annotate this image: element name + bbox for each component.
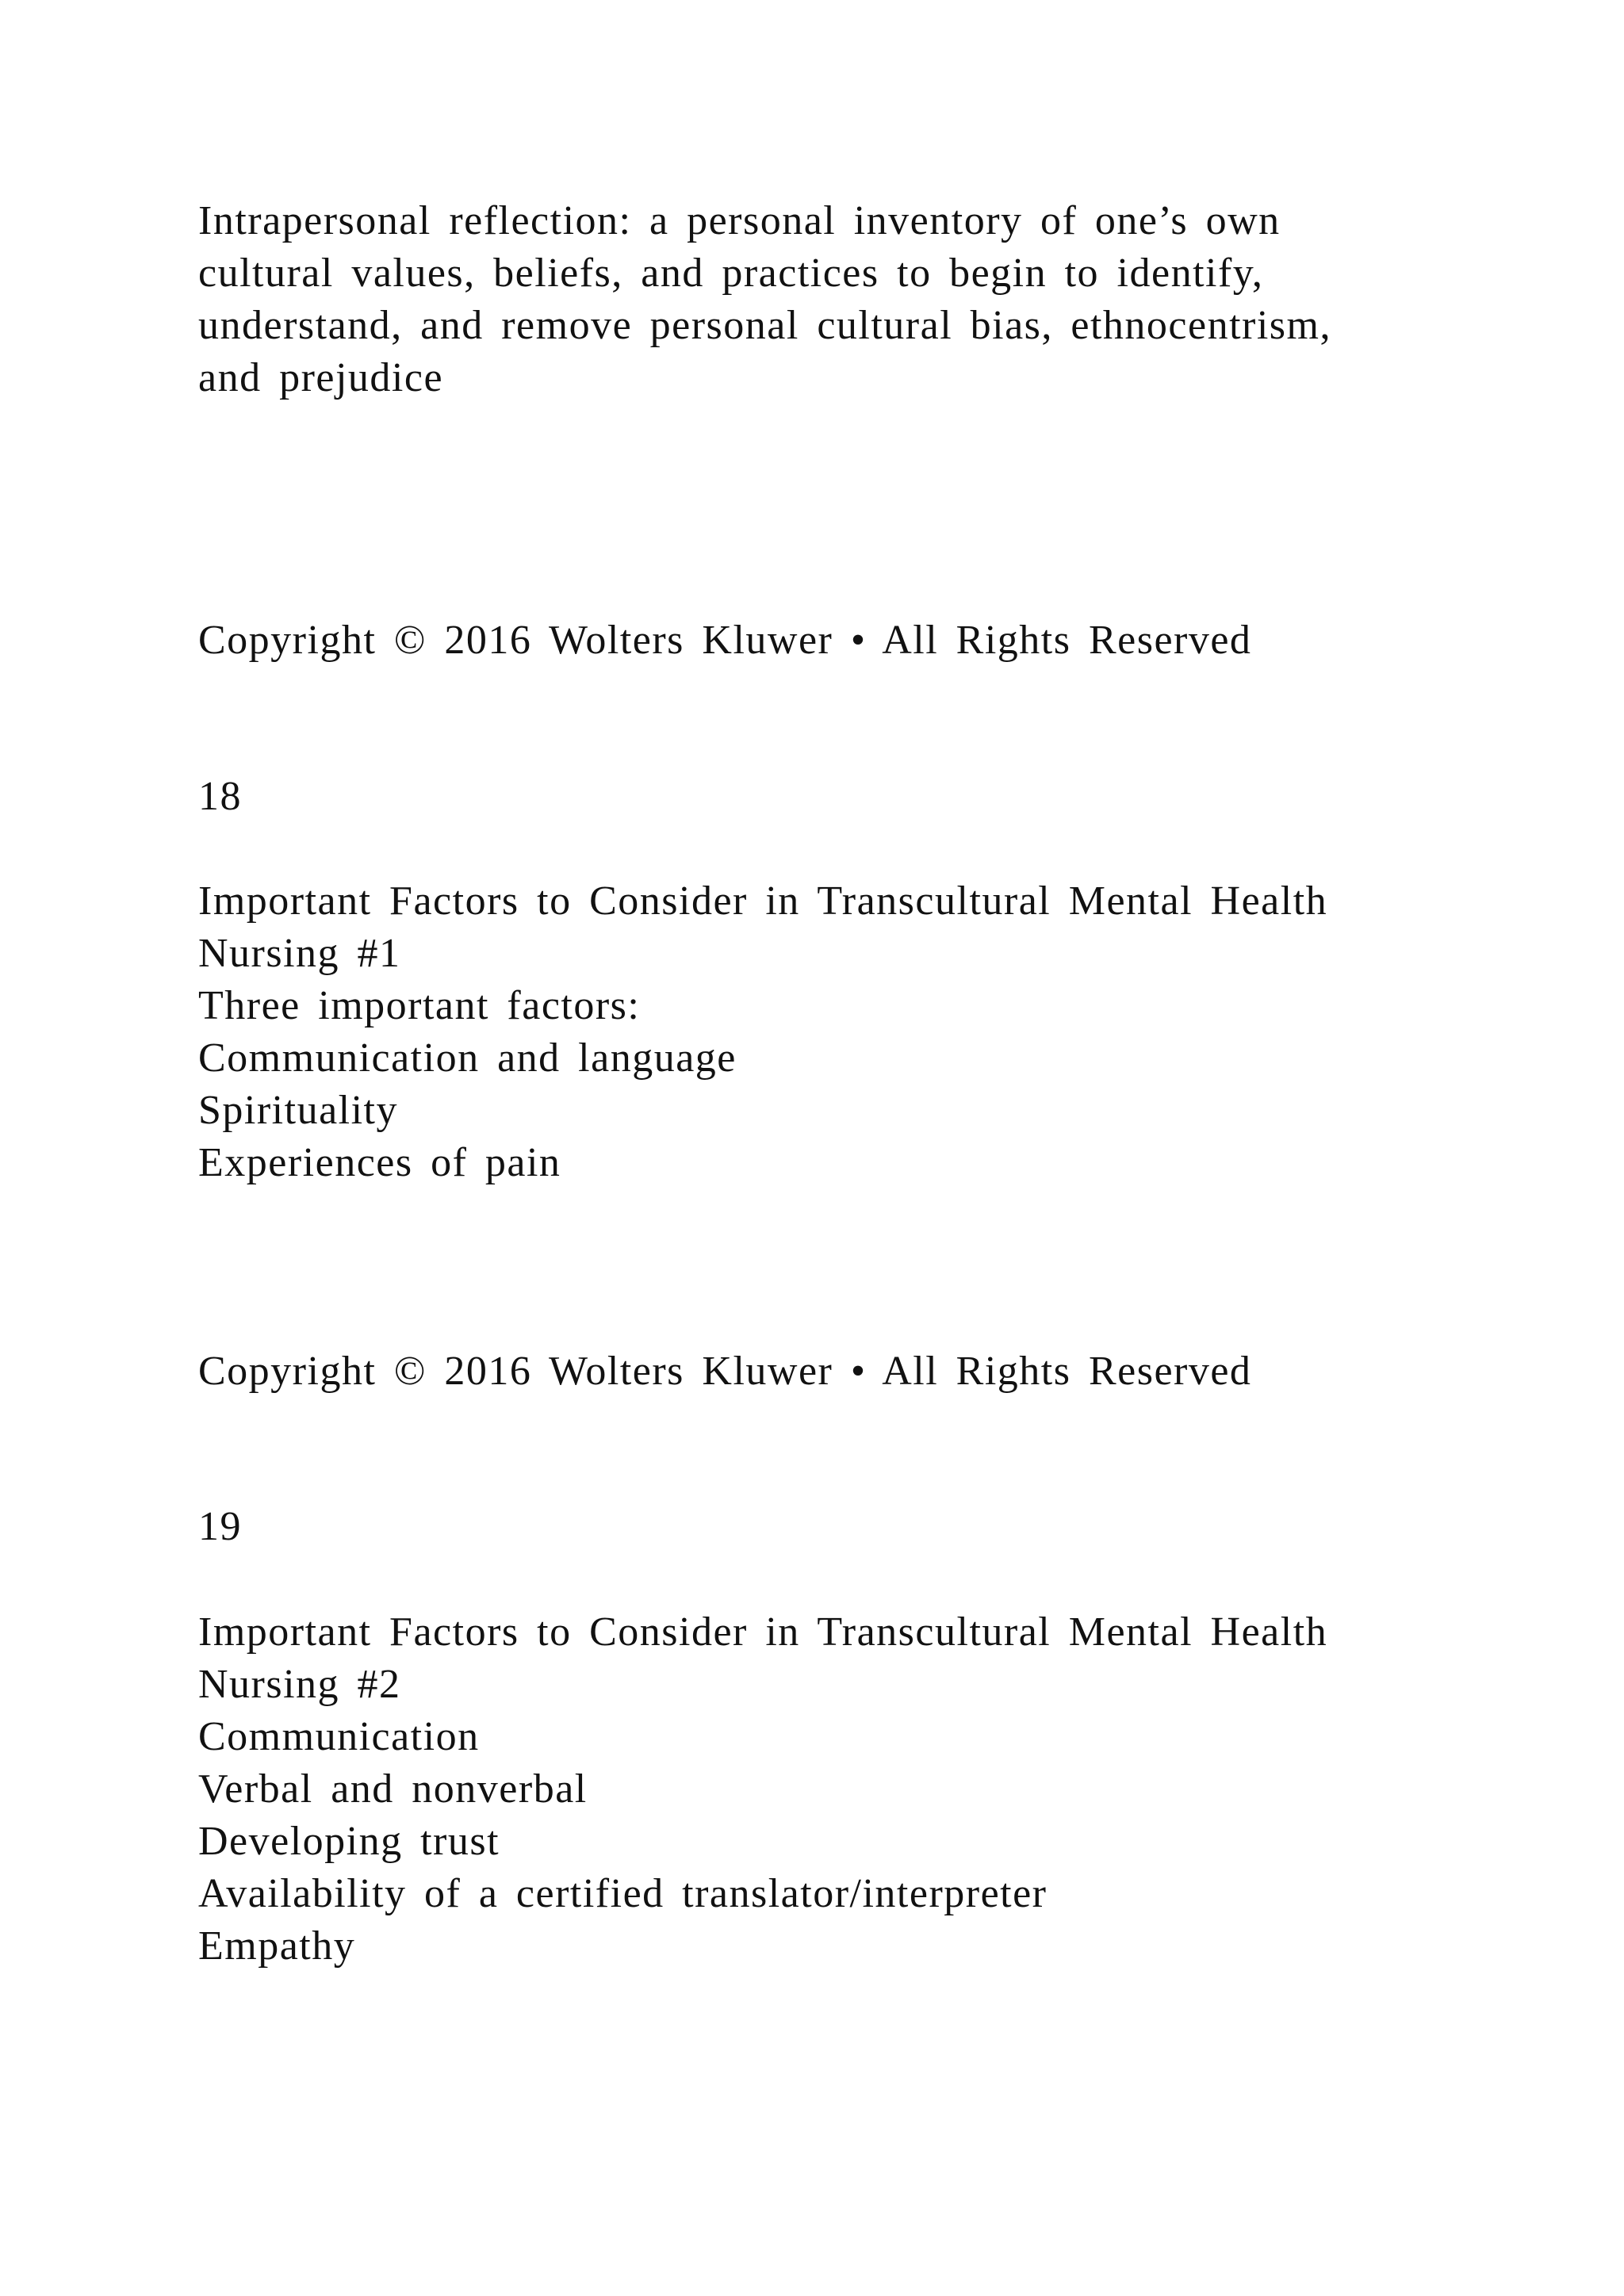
slide-text-line: Developing trust bbox=[198, 1819, 500, 1864]
copyright-notice: Copyright © 2016 Wolters Kluwer • All Rights Reserved bbox=[198, 618, 1252, 663]
slide-text-line: Three important factors: bbox=[198, 983, 641, 1028]
slide-title-line-1: Important Factors to Consider in Transcultural Mental Health bbox=[198, 1609, 1328, 1655]
slide-text-line: Empathy bbox=[198, 1923, 356, 1969]
copyright-notice: Copyright © 2016 Wolters Kluwer • All Rights Reserved bbox=[198, 1349, 1252, 1394]
slide-text-line: Communication bbox=[198, 1714, 480, 1759]
slide-text-line: Experiences of pain bbox=[198, 1140, 561, 1185]
slide-number: 19 bbox=[198, 1504, 242, 1549]
slide-number: 18 bbox=[198, 774, 242, 819]
slide-text-line: Verbal and nonverbal bbox=[198, 1766, 588, 1812]
slide-title-line-2: Nursing #2 bbox=[198, 1662, 401, 1707]
intro-line-1: Intrapersonal reflection: a personal inventory of one’s own bbox=[198, 198, 1281, 243]
slide-text-line: Availability of a certified translator/interpreter bbox=[198, 1871, 1048, 1916]
intro-line-4: and prejudice bbox=[198, 355, 444, 400]
slide-title-line-1: Important Factors to Consider in Transcultural Mental Health bbox=[198, 878, 1328, 924]
intro-line-3: understand, and remove personal cultural bias, ethnocentrism, bbox=[198, 303, 1331, 348]
intro-line-2: cultural values, beliefs, and practices to begin to identify, bbox=[198, 251, 1264, 296]
slide-text-line: Communication and language bbox=[198, 1035, 737, 1081]
slide-text-line: Spirituality bbox=[198, 1088, 398, 1133]
slide-title-line-2: Nursing #1 bbox=[198, 931, 401, 976]
